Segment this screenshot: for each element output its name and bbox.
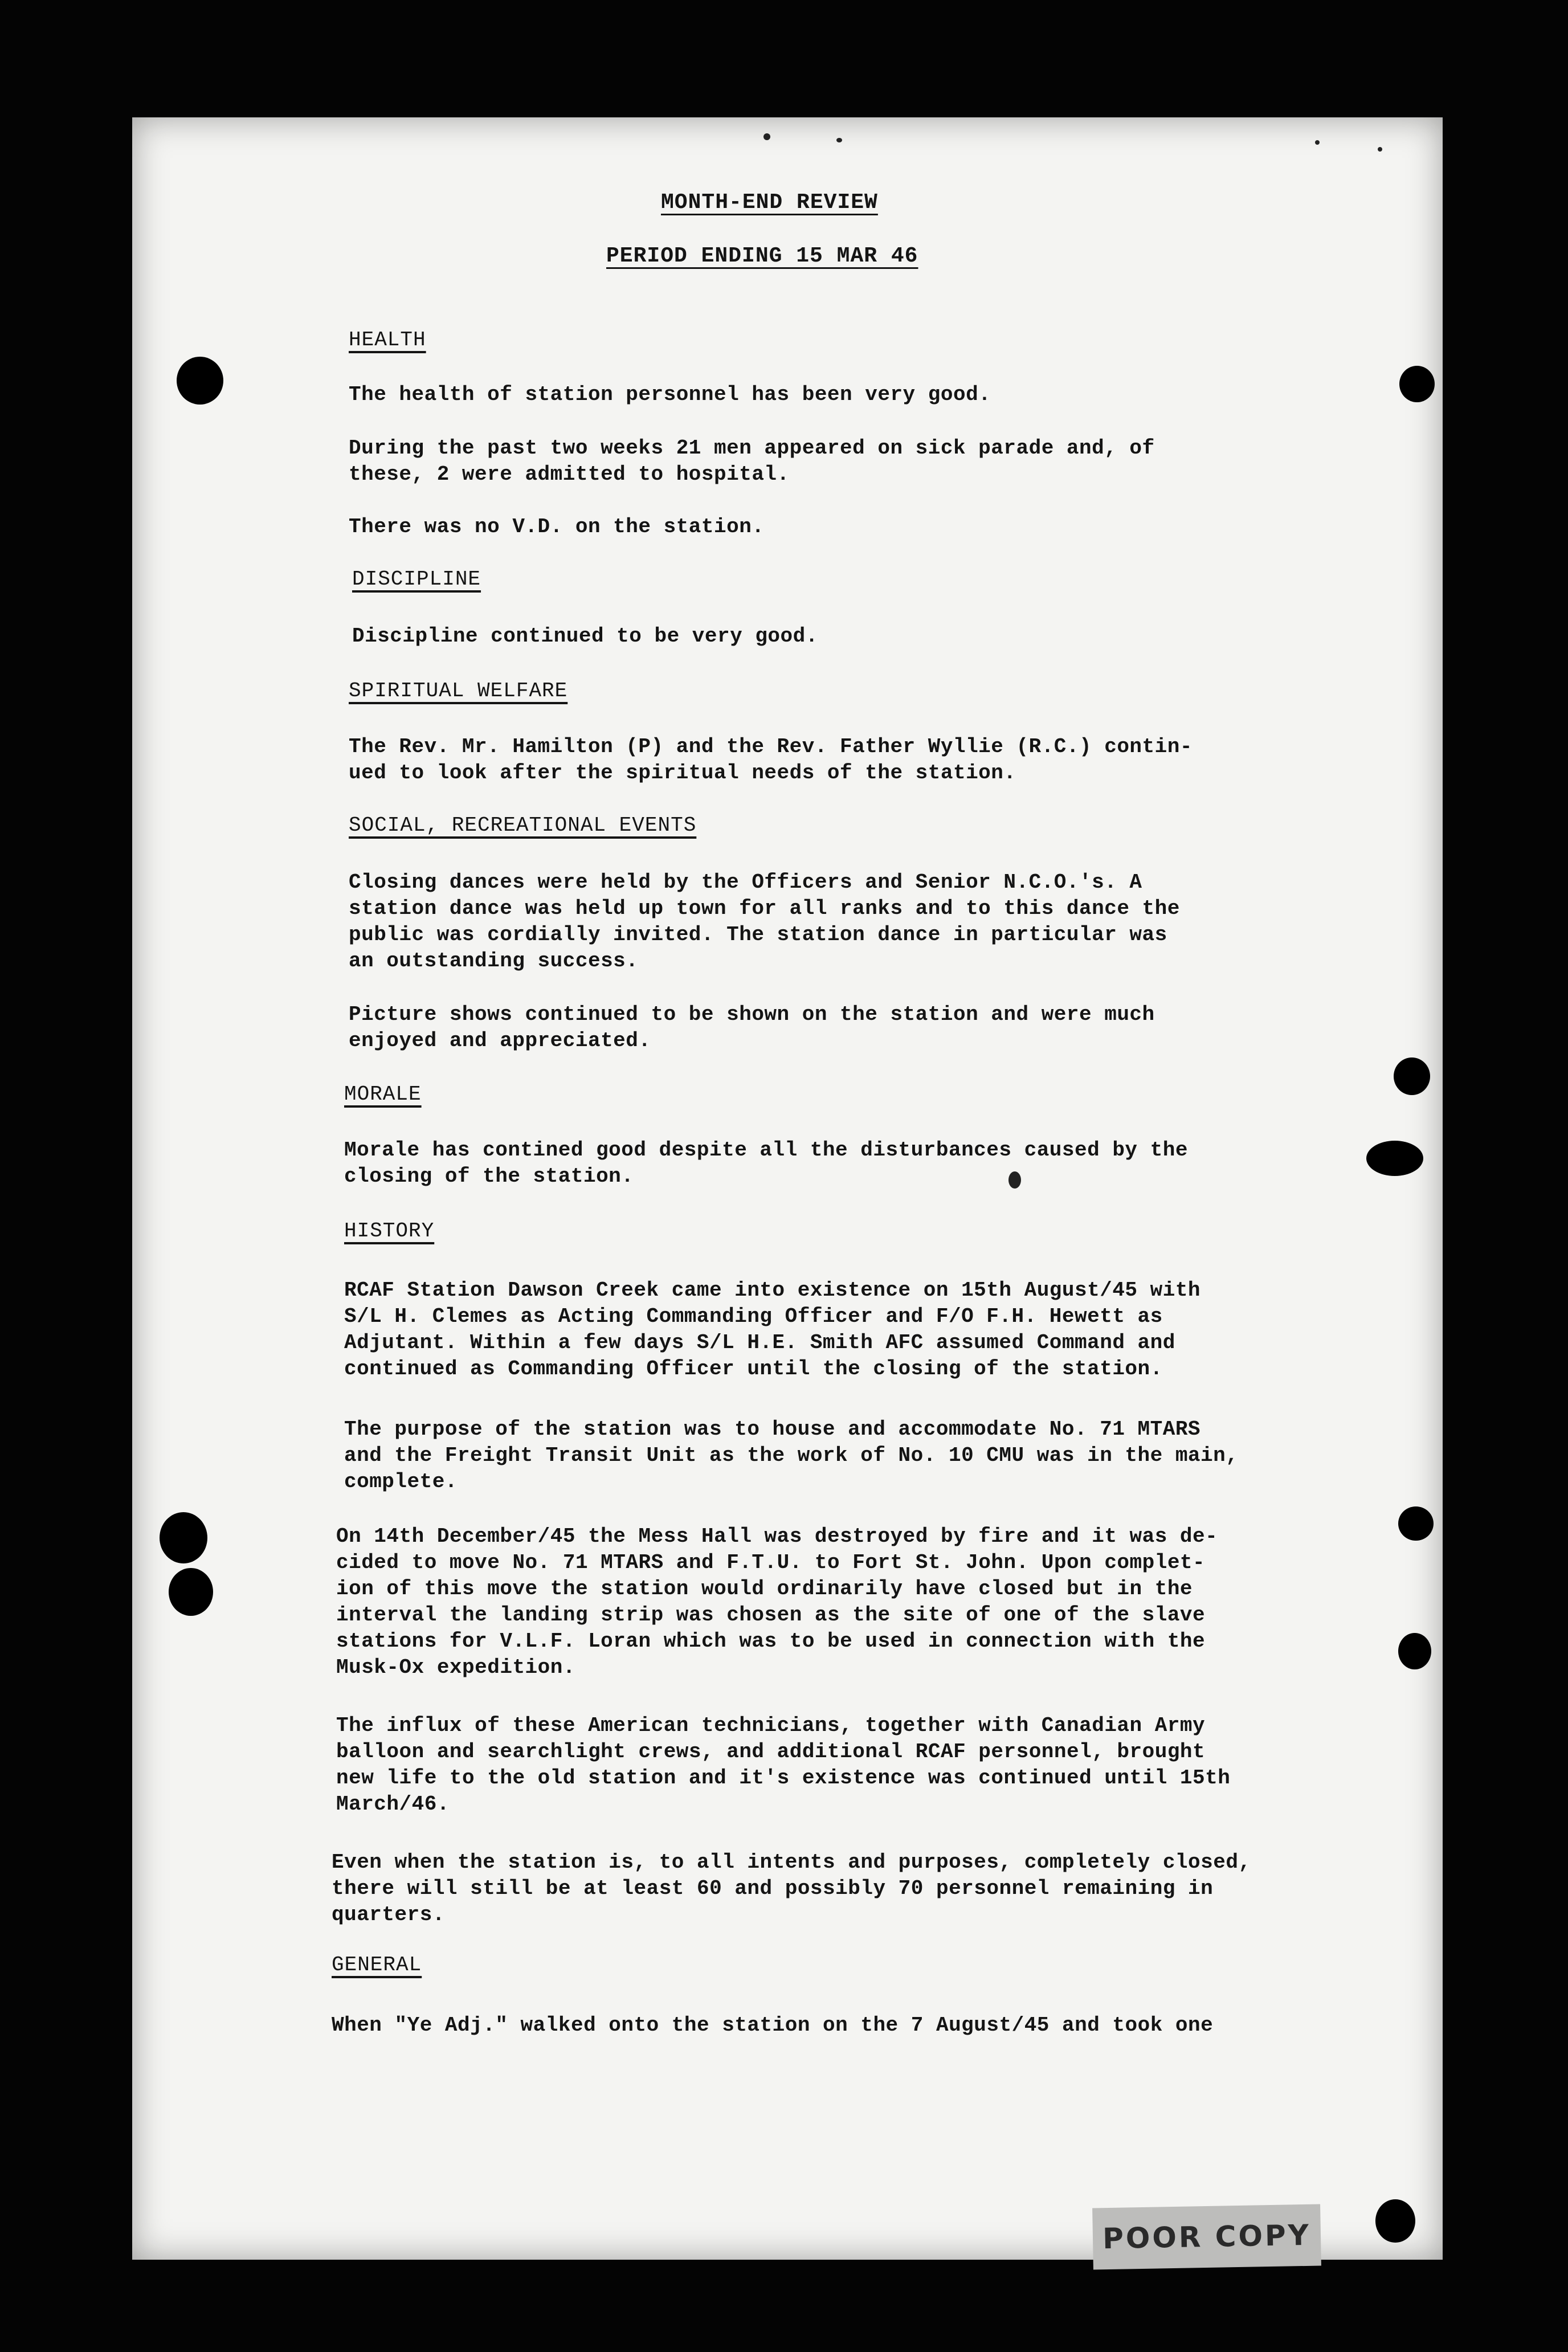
paragraph [344, 1137, 1336, 1190]
text-line: When "Ye Adj." walked onto the station on the 7 August/45 and took one [332, 2014, 1214, 2037]
paragraph [349, 869, 1340, 974]
section-heading-discipline: DISCIPLINE [352, 567, 481, 591]
text-line: During the past two weeks 21 men appeared on sick parade and, of [349, 436, 1155, 460]
paragraph [349, 382, 1340, 408]
paragraph [344, 1416, 1336, 1495]
paragraph [349, 514, 1340, 540]
text-line: On 14th December/45 the Mess Hall was destroyed by fire and it was de- [336, 1525, 1218, 1548]
paragraph [332, 2012, 1323, 2039]
text-line: station dance was held up town for all ranks and to this dance the [349, 897, 1180, 920]
document-page [132, 117, 1443, 2260]
text-line: Even when the station is, to all intents and purposes, completely closed, [332, 1851, 1251, 1874]
text-line: continued as Commanding Officer until the closing of the station. [344, 1357, 1163, 1381]
section-heading-social-recreational-events: SOCIAL, RECREATIONAL EVENTS [349, 814, 697, 837]
text-line: RCAF Station Dawson Creek came into existence on 15th August/45 with [344, 1279, 1201, 1302]
section-heading-general: GENERAL [332, 1953, 422, 1977]
text-line: The health of station personnel has been very good. [349, 383, 991, 406]
text-line: complete. [344, 1470, 458, 1493]
text-line: Closing dances were held by the Officers and Senior N.C.O.'s. A [349, 871, 1142, 894]
text-line: ion of this move the station would ordinarily have closed but in the [336, 1577, 1193, 1600]
text-line: interval the landing strip was chosen as the site of one of the slave [336, 1603, 1206, 1627]
text-line: Discipline continued to be very good. [352, 624, 818, 648]
section-heading-health: HEALTH [349, 328, 426, 352]
text-line: Musk-Ox expedition. [336, 1656, 575, 1679]
text-line: enjoyed and appreciated. [349, 1029, 651, 1052]
paragraph [349, 435, 1340, 488]
text-line: and the Freight Transit Unit as the work of No. 10 CMU was in the main, [344, 1444, 1239, 1467]
section-heading-history: HISTORY [344, 1219, 435, 1243]
document-text [132, 117, 1443, 2260]
text-line: there will still be at least 60 and possibly 70 personnel remaining in [332, 1877, 1214, 1900]
text-line: S/L H. Clemes as Acting Commanding Officer and F/O F.H. Hewett as [344, 1305, 1163, 1328]
text-line: balloon and searchlight crews, and additional RCAF personnel, brought [336, 1740, 1206, 1763]
text-line: The influx of these American technicians, together with Canadian Army [336, 1714, 1206, 1737]
text-line: quarters. [332, 1903, 445, 1926]
text-line: ued to look after the spiritual needs of the station. [349, 761, 1016, 785]
document-subtitle: PERIOD ENDING 15 MAR 46 [606, 244, 918, 268]
paragraph [336, 1713, 1328, 1818]
text-line: new life to the old station and it's existence was continued until 15th [336, 1766, 1231, 1790]
paragraph [336, 1524, 1328, 1681]
poor-copy-stamp: POOR COPY [1092, 2204, 1321, 2270]
section-heading-spiritual-welfare: SPIRITUAL WELFARE [349, 679, 568, 703]
text-line: There was no V.D. on the station. [349, 515, 765, 538]
paragraph [352, 623, 1344, 650]
text-line: March/46. [336, 1792, 450, 1816]
paragraph [349, 1002, 1340, 1054]
text-line: Morale has contined good despite all the disturbances caused by the [344, 1138, 1188, 1162]
text-line: public was cordially invited. The station dance in particular was [349, 923, 1167, 946]
paragraph [344, 1277, 1336, 1382]
text-line: cided to move No. 71 MTARS and F.T.U. to Fort St. John. Upon complet- [336, 1551, 1206, 1574]
text-line: these, 2 were admitted to hospital. [349, 463, 790, 486]
text-line: Picture shows continued to be shown on the station and were much [349, 1003, 1155, 1026]
text-line: closing of the station. [344, 1165, 634, 1188]
section-heading-morale: MORALE [344, 1083, 422, 1106]
document-title: MONTH-END REVIEW [661, 190, 878, 215]
text-line: an outstanding success. [349, 949, 639, 973]
text-line: The Rev. Mr. Hamilton (P) and the Rev. Father Wyllie (R.C.) contin- [349, 735, 1193, 758]
text-line: Adjutant. Within a few days S/L H.E. Smith AFC assumed Command and [344, 1331, 1175, 1354]
text-line: The purpose of the station was to house and accommodate No. 71 MTARS [344, 1418, 1201, 1441]
paragraph [332, 1849, 1323, 1928]
paragraph [349, 734, 1340, 786]
text-line: stations for V.L.F. Loran which was to be used in connection with the [336, 1630, 1206, 1653]
